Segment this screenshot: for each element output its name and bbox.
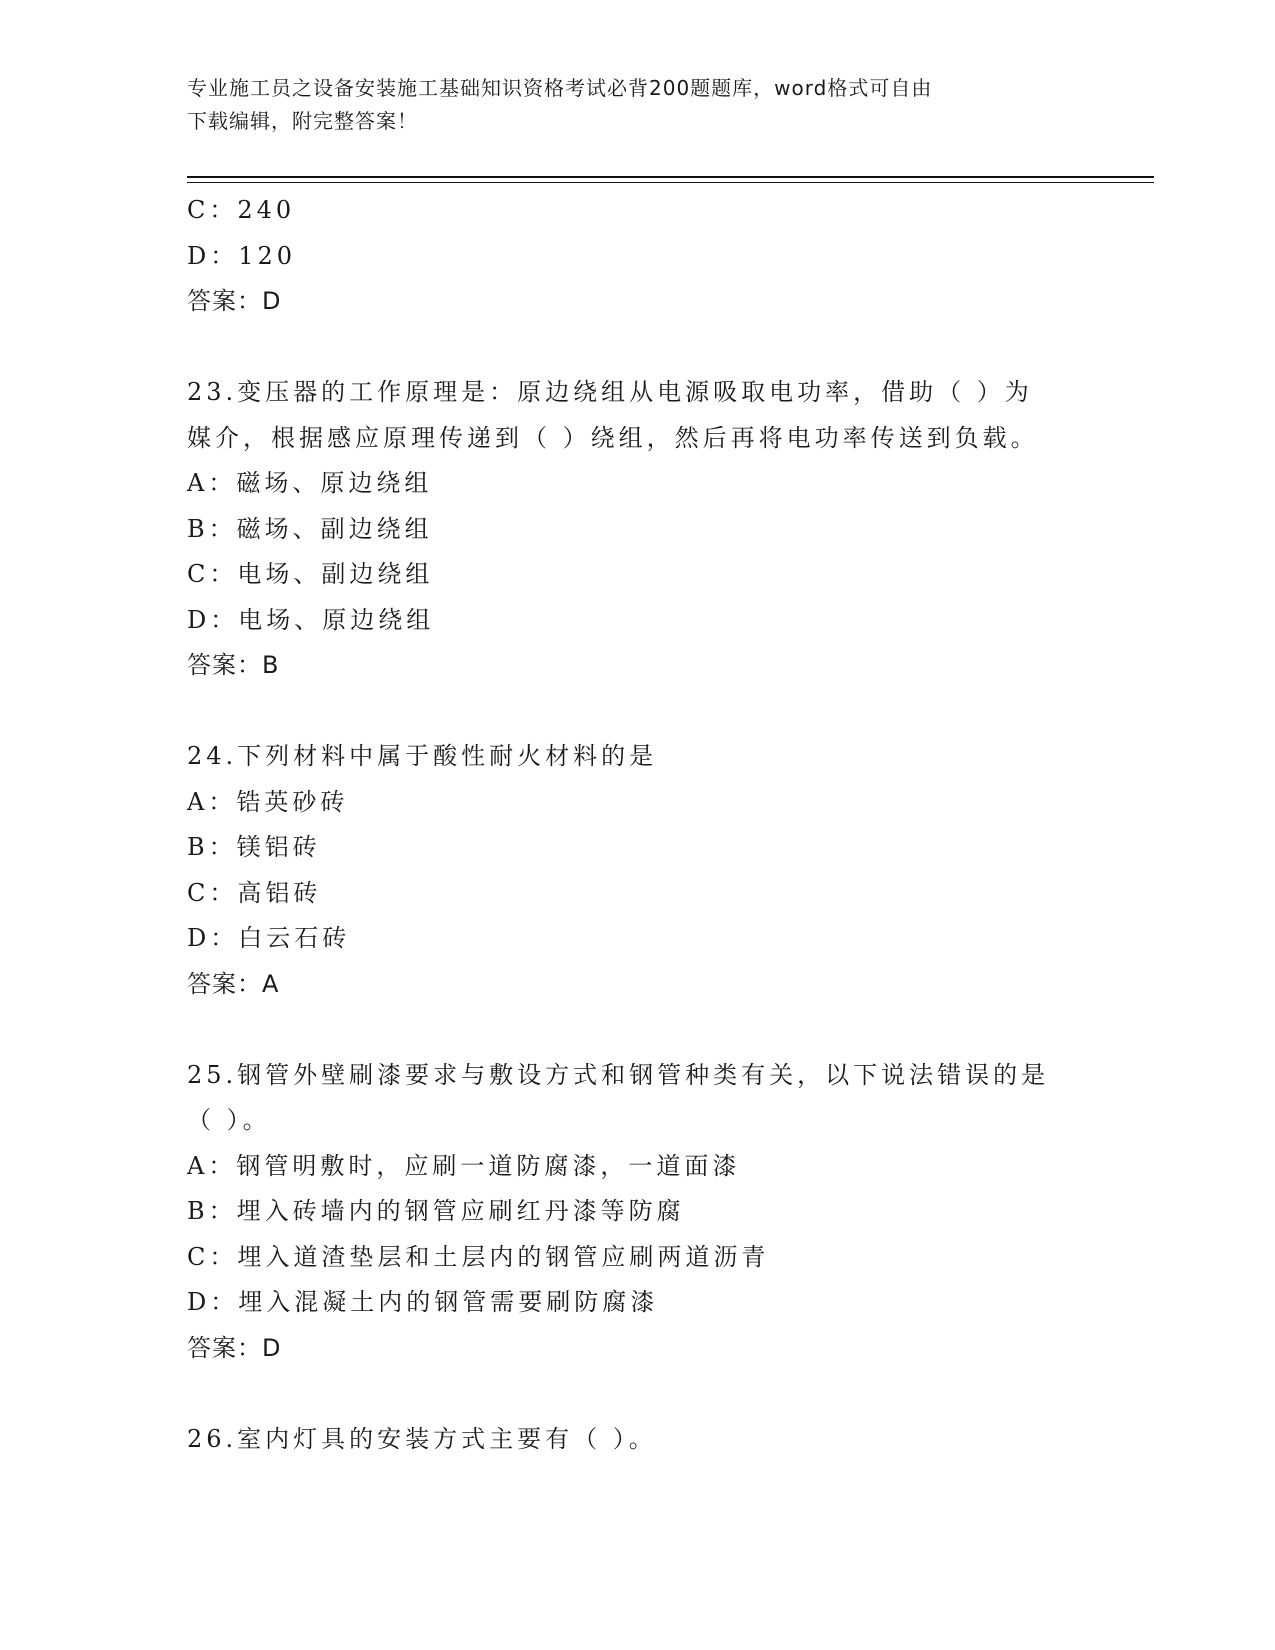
q24-option-a: A：锆英砂砖 <box>187 787 349 816</box>
q23-option-a: A：磁场、原边绕组 <box>187 469 433 497</box>
q24-option-b: B：镁铝砖 <box>187 833 321 861</box>
q23-option-c: C：电场、副边绕组 <box>187 560 434 588</box>
q25-option-b: B：埋入砖墙内的钢管应刷红丹漆等防腐 <box>187 1197 685 1225</box>
q24-answer: 答案：A <box>187 969 280 998</box>
q22-answer: 答案：D <box>187 287 282 315</box>
q23-option-b: B：磁场、副边绕组 <box>187 514 433 543</box>
spacer <box>187 1007 1087 1053</box>
q22-option-d: D：120 <box>187 241 297 270</box>
q22-option-c: C：240 <box>187 196 296 224</box>
question-content <box>187 188 1087 1462</box>
q24-option-d: D：白云石砖 <box>187 924 351 952</box>
header-line-2: 下载编辑，附完整答案！ <box>187 109 418 133</box>
q24-option-c: C：高铝砖 <box>187 878 322 907</box>
q25-stem-line-1: 25.钢管外壁刷漆要求与敷设方式和钢管种类有关，以下说法错误的是 <box>187 1060 1050 1089</box>
q25-option-a: A：钢管明敷时，应刷一道防腐漆，一道面漆 <box>187 1151 741 1180</box>
q23-stem-line-1: 23.变压器的工作原理是：原边绕组从电源吸取电功率，借助（ ）为 <box>187 378 1033 406</box>
header-rule-thin <box>187 182 1154 183</box>
q23-answer: 答案：B <box>187 651 280 679</box>
header-line-1: 专业施工员之设备安装施工基础知识资格考试必背200题题库，word格式可自由 <box>187 76 933 100</box>
q25-stem-line-2: （ ）。 <box>187 1106 271 1134</box>
spacer <box>187 689 1087 735</box>
spacer <box>187 1371 1087 1417</box>
q23-stem-line-2: 媒介，根据感应原理传递到（ ）绕组，然后再将电功率传送到负载。 <box>187 423 1039 452</box>
document-header <box>187 72 1067 138</box>
q25-option-d: D：埋入混凝土内的钢管需要刷防腐漆 <box>187 1288 659 1316</box>
q25-option-c: C：埋入道渣垫层和土层内的钢管应刷两道沥青 <box>187 1242 770 1271</box>
q26-stem: 26.室内灯具的安装方式主要有（ ）。 <box>187 1424 657 1453</box>
header-rule-thick <box>187 176 1154 178</box>
q25-answer: 答案：D <box>187 1333 282 1362</box>
q24-stem: 24.下列材料中属于酸性耐火材料的是 <box>187 742 658 770</box>
q23-option-d: D：电场、原边绕组 <box>187 605 435 634</box>
spacer <box>187 325 1087 371</box>
